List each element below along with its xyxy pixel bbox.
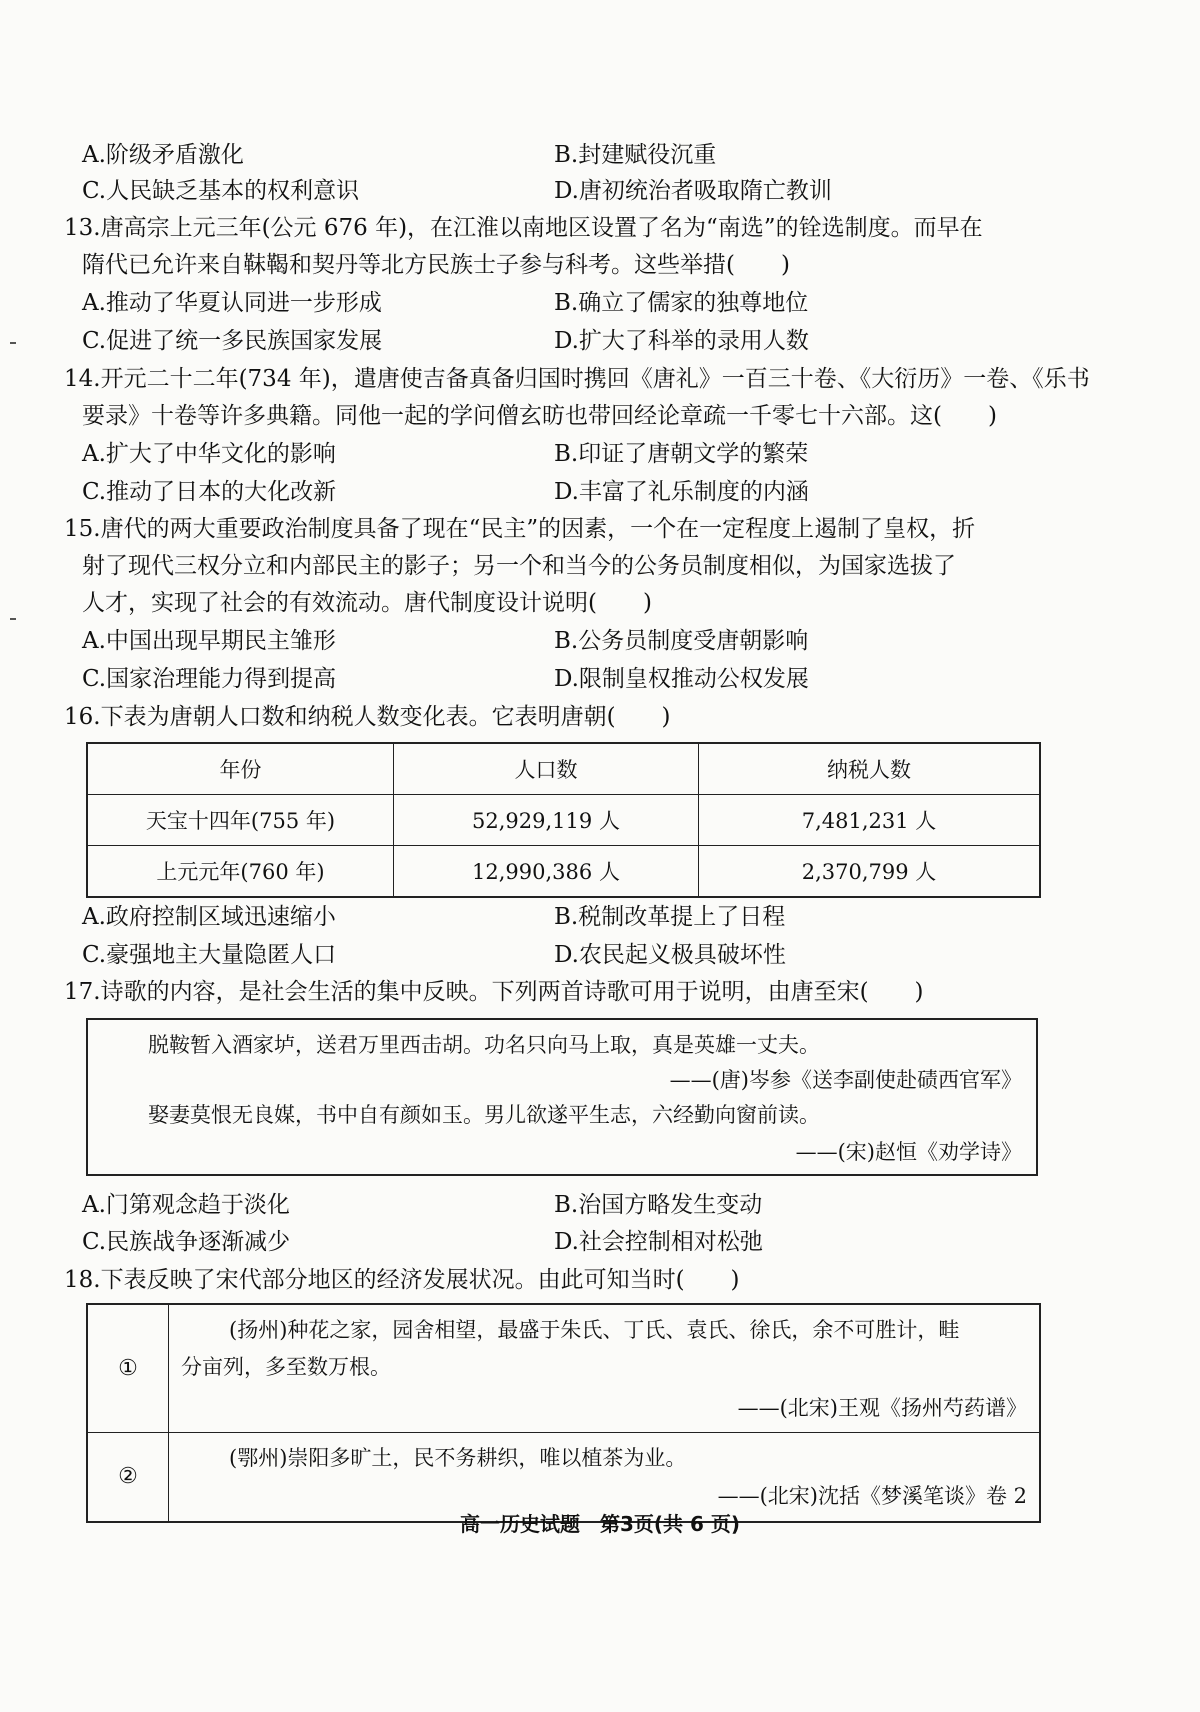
excerpt-source: ——(北宋)王观《扬州芍药谱》 [737, 1396, 1027, 1420]
excerpt-line: (鄂州)崇阳多旷土，民不务耕织，唯以植茶为业。 [229, 1445, 687, 1470]
option-a: A.推动了华夏认同进一步形成 [82, 290, 382, 316]
table-cell: 7,481,231 人 [699, 795, 1041, 846]
poem-source: ——(宋)赵恒《劝学诗》 [795, 1140, 1022, 1164]
poem-source: ——(唐)岑参《送李副使赴碛西官军》 [669, 1068, 1022, 1092]
population-table [86, 742, 1041, 898]
option-a: A.中国出现早期民主雏形 [82, 628, 336, 654]
question-stem-line: 14.开元二十二年(734 年)，遣唐使吉备真备归国时携回《唐礼》一百三十卷、《大衍历》一卷、《乐书 [64, 366, 1090, 392]
question-stem: 18.下表反映了宋代部分地区的经济发展状况。由此可知当时( ) [64, 1267, 740, 1293]
excerpt-line: 分亩列，多至数万根。 [181, 1355, 391, 1379]
table-header-cell: 纳税人数 [699, 743, 1041, 795]
row-number: ② [87, 1432, 169, 1522]
economy-table [86, 1303, 1041, 1523]
option-d: D.农民起义极具破坏性 [554, 942, 786, 968]
question-stem-line: 射了现代三权分立和内部民主的影子；另一个和当今的公务员制度相似，为国家选拔了 [82, 553, 956, 579]
question-stem-line: 人才，实现了社会的有效流动。唐代制度设计说明( ) [82, 590, 652, 616]
excerpt-line: (扬州)种花之家，园舍相望，最盛于朱氏、丁氏、袁氏、徐氏，余不可胜计，畦 [229, 1318, 960, 1342]
question-stem: 17.诗歌的内容，是社会生活的集中反映。下列两首诗歌可用于说明，由唐至宋( ) [64, 979, 924, 1005]
option-b: B.税制改革提上了日程 [554, 904, 786, 930]
option-a: A.门第观念趋于淡化 [82, 1192, 290, 1218]
question-stem-line: 要录》十卷等许多典籍。同他一起的学问僧玄昉也带回经论章疏一千零七十六部。这( ) [82, 403, 997, 429]
option-c: C.豪强地主大量隐匿人口 [82, 942, 337, 968]
table-cell: 52,929,119 人 [394, 795, 699, 846]
option-b: B.封建赋役沉重 [554, 142, 717, 168]
option-c: C.民族战争逐渐减少 [82, 1229, 291, 1255]
table-row [87, 795, 1040, 846]
poem-box [86, 1018, 1038, 1176]
option-c: C.促进了统一多民族国家发展 [82, 328, 383, 354]
table-cell: 上元元年(760 年) [87, 846, 394, 898]
option-d: D.扩大了科举的录用人数 [554, 328, 809, 354]
question-stem: 16.下表为唐朝人口数和纳税人数变化表。它表明唐朝( ) [64, 704, 671, 730]
option-b: B.确立了儒家的独尊地位 [554, 290, 809, 316]
option-b: B.印证了唐朝文学的繁荣 [554, 441, 809, 467]
page-footer: 高一历史试题 第3页(共 6 页) [459, 1512, 741, 1536]
scan-mark [10, 618, 16, 620]
scan-mark [10, 342, 16, 344]
table-row [87, 1304, 1040, 1432]
poem-line: 脱鞍暂入酒家垆，送君万里西击胡。功名只向马上取，真是英雄一丈夫。 [148, 1033, 820, 1057]
table-cell: 天宝十四年(755 年) [87, 795, 394, 846]
option-d: D.社会控制相对松弛 [554, 1229, 763, 1255]
option-a: A.阶级矛盾激化 [82, 142, 244, 168]
question-stem-line: 隋代已允许来自靺鞨和契丹等北方民族士子参与科考。这些举措( ) [82, 252, 790, 278]
option-a: A.扩大了中华文化的影响 [82, 441, 336, 467]
option-d: D.唐初统治者吸取隋亡教训 [554, 178, 832, 204]
option-b: B.治国方略发生变动 [554, 1192, 763, 1218]
option-a: A.政府控制区域迅速缩小 [82, 904, 336, 930]
row-number: ① [87, 1304, 169, 1432]
poem-line: 娶妻莫恨无良媒，书中自有颜如玉。男儿欲遂平生志，六经勤向窗前读。 [148, 1103, 820, 1127]
table-cell: 12,990,386 人 [394, 846, 699, 898]
option-c: C.国家治理能力得到提高 [82, 666, 337, 692]
option-c: C.人民缺乏基本的权利意识 [82, 178, 360, 204]
table-cell: 2,370,799 人 [699, 846, 1041, 898]
option-b: B.公务员制度受唐朝影响 [554, 628, 809, 654]
table-header-row [87, 743, 1040, 795]
option-c: C.推动了日本的大化改新 [82, 479, 337, 505]
option-d: D.丰富了礼乐制度的内涵 [554, 479, 809, 505]
table-row [87, 846, 1040, 898]
question-stem-line: 13.唐高宗上元三年(公元 676 年)，在江淮以南地区设置了名为“南选”的铨选制度。而早在 [64, 215, 983, 241]
table-header-cell: 年份 [87, 743, 394, 795]
table-cell [169, 1304, 1041, 1432]
option-d: D.限制皇权推动公权发展 [554, 666, 809, 692]
table-header-cell: 人口数 [394, 743, 699, 795]
excerpt-source: ——(北宋)沈括《梦溪笔谈》卷 2 [717, 1483, 1027, 1508]
question-stem-line: 15.唐代的两大重要政治制度具备了现在“民主”的因素，一个在一定程度上遏制了皇权，折 [64, 516, 976, 542]
